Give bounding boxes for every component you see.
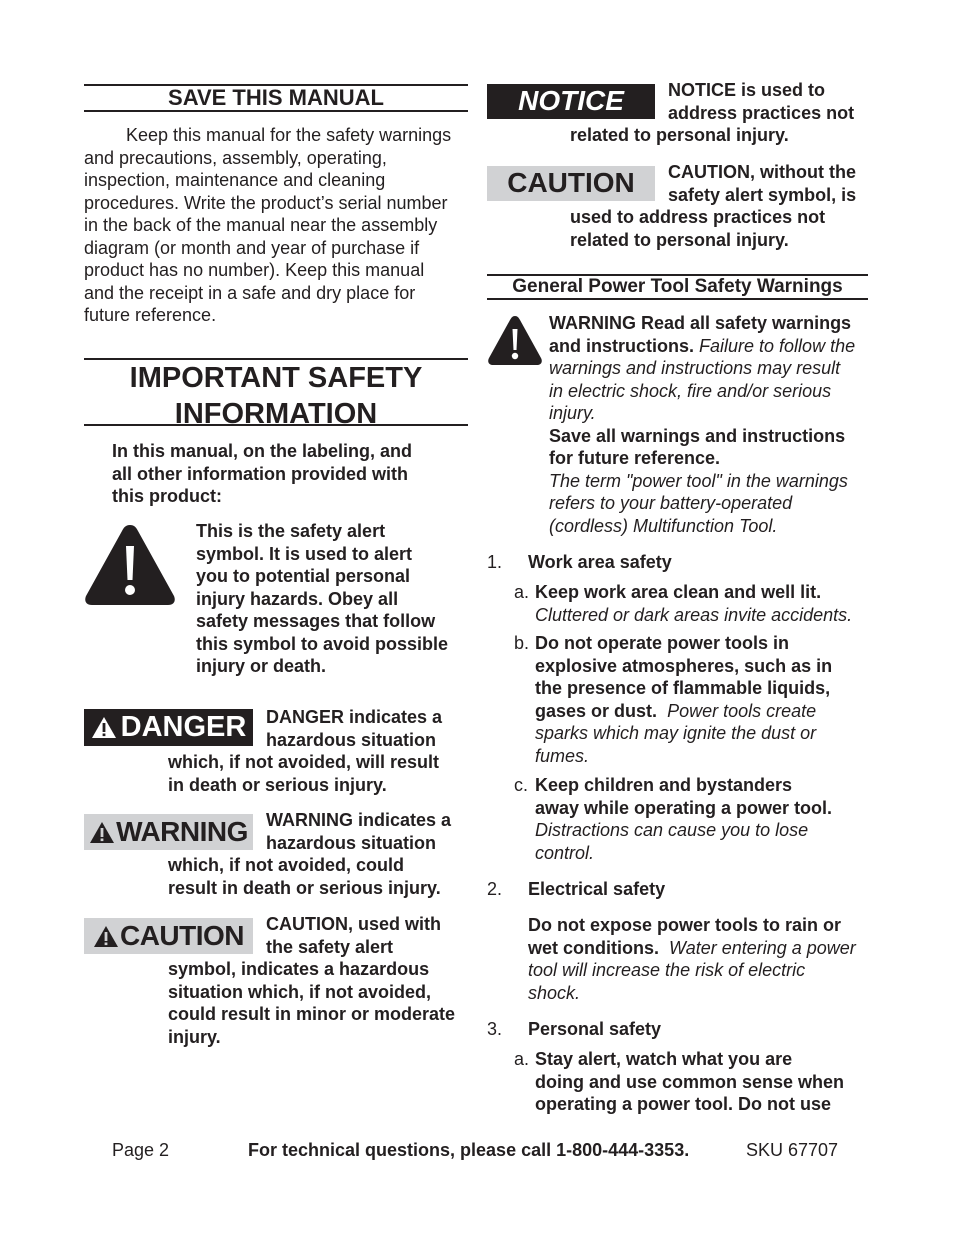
safety-alert-icon: [84, 522, 176, 606]
section-2-text: Do not expose power tools to rain or wet conditions. Water entering a power tool will increase the risk of electric shock.: [528, 915, 856, 1003]
footer-phone: For technical questions, please call 1-800-444-3353.: [248, 1140, 690, 1160]
item-1b-text: Do not operate power tools in explosive atmospheres, such as in the presence of flammable liquids, gases or dust. Power tools create sparks which may ignite the dust or fumes.: [535, 633, 833, 766]
warning-triangle-icon: [487, 314, 543, 366]
save-manual-heading: SAVE THIS MANUAL: [84, 84, 468, 112]
item-3a-marker: a.: [514, 1049, 530, 1069]
footer-page-number: Page 2: [112, 1140, 170, 1160]
caution-plain-description: CAUTION, without the safety alert symbol, is used to address practices not related to personal injury.: [570, 162, 857, 250]
caution-alert-signal-word: CAUTION: [84, 918, 253, 954]
caution-plain-signal-word: CAUTION: [487, 166, 655, 201]
danger-alert-icon: [91, 716, 117, 739]
section-3-number: 3.: [487, 1019, 503, 1039]
general-power-tool-heading: General Power Tool Safety Warnings: [487, 274, 868, 300]
warning-description: WARNING indicates a hazardous situation which, if not avoided, could result in death or serious injury.: [168, 810, 452, 898]
important-safety-heading: IMPORTANT SAFETY INFORMATION: [84, 358, 468, 426]
save-manual-text: Keep this manual for the safety warnings and precautions, assembly, operating, inspection, maintenance and cleaning procedures. Write the product’s serial number in the back of the manual near the assembly diagram (or month and year of purchase if product has no number). Keep this manual and the receipt in a safe and dry place for future reference.: [84, 125, 452, 325]
footer-sku: SKU 67707: [746, 1140, 839, 1160]
section-1-number: 1.: [487, 552, 503, 572]
notice-description: NOTICE is used to address practices not related to personal injury.: [570, 80, 855, 145]
item-1c-text: Keep children and bystanders away while operating a power tool. Distractions can cause you to lose control.: [535, 775, 833, 863]
danger-description: DANGER indicates a hazardous situation which, if not avoided, will result in death or serious injury.: [168, 707, 443, 795]
caution-alert-description: CAUTION, used with the safety alert symbol, indicates a hazardous situation which, if not avoided, could result in minor or moderate injury.: [168, 914, 456, 1047]
safety-alert-text: This is the safety alert symbol. It is used to alert you to potential personal injury hazards. Obey all safety messages that follow this symbol to avoid possible injury or death.: [196, 521, 449, 676]
item-1b-marker: b.: [514, 633, 530, 653]
warning-signal-word: WARNING: [84, 814, 253, 850]
general-warning-text: WARNING Read all safety warnings and instructions. Failure to follow the warnings and instructions may result in electric shock, fire and/or serious injury. Save all warnings and instructions for future reference. The term "power tool" in the warnings refers to your battery-operated (cordless) Multifunction Tool.: [549, 313, 856, 536]
item-3a-text: Stay alert, watch what you are doing and use common sense when operating a power tool. Do not use: [535, 1049, 845, 1114]
section-2-number: 2.: [487, 879, 503, 899]
intro-text: In this manual, on the labeling, and all other information provided with this product:: [112, 441, 413, 506]
caution-alert-icon: [93, 925, 119, 948]
item-1a-text: Keep work area clean and well lit. Cluttered or dark areas invite accidents.: [535, 582, 853, 625]
section-2-title: Electrical safety: [528, 879, 666, 899]
danger-signal-word: DANGER: [84, 709, 253, 746]
warning-alert-icon: [89, 821, 115, 844]
item-1c-marker: c.: [514, 775, 529, 795]
item-1a-marker: a.: [514, 582, 530, 602]
notice-signal-word: NOTICE: [487, 84, 655, 119]
section-1-title: Work area safety: [528, 552, 672, 572]
section-3-title: Personal safety: [528, 1019, 662, 1039]
